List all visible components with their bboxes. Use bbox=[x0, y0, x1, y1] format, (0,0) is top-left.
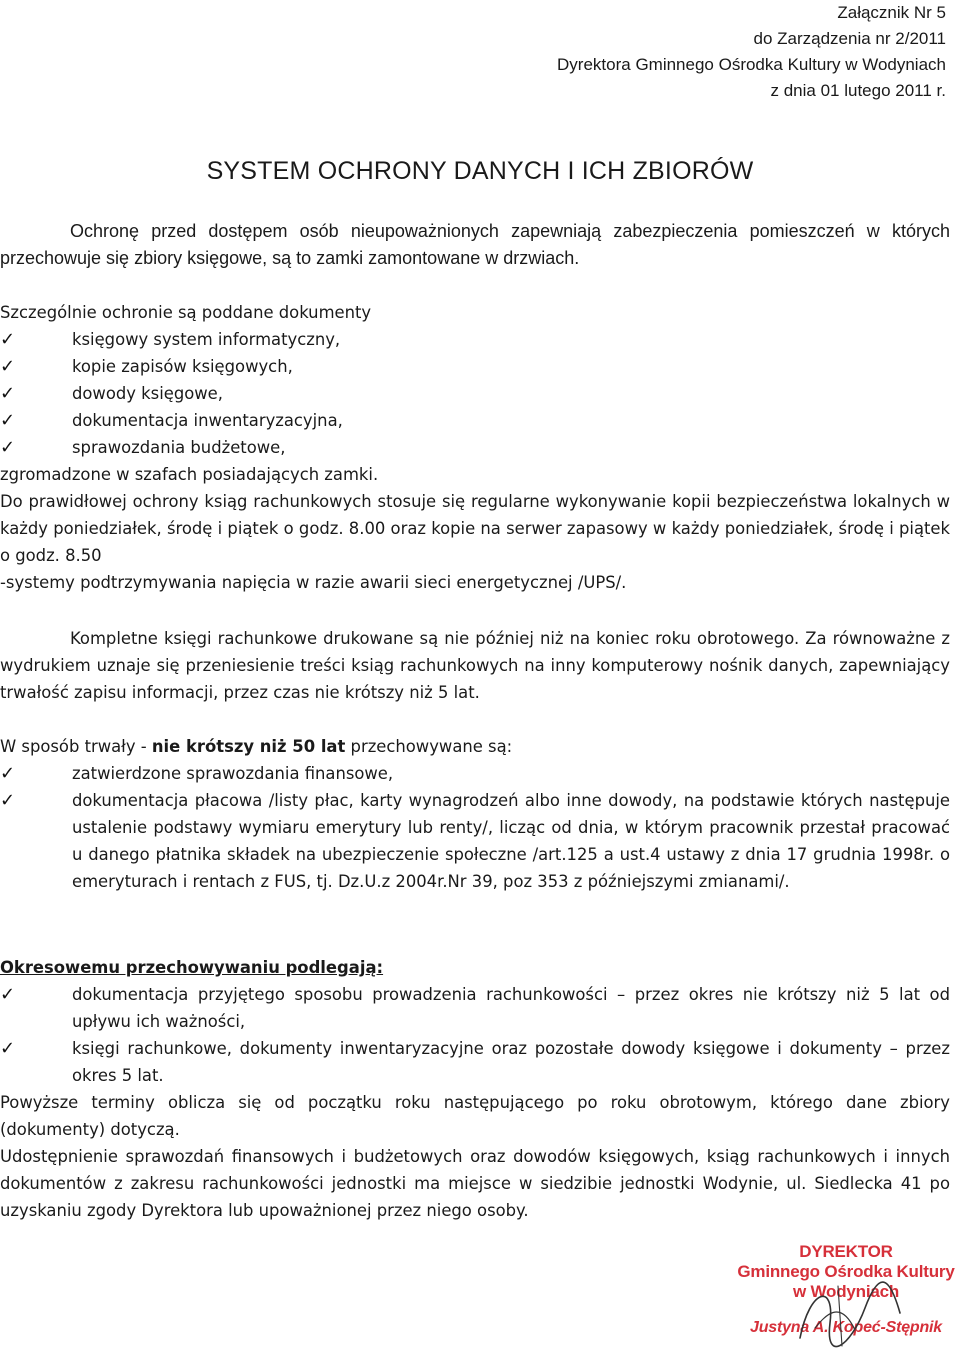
stamp-institution: Gminnego Ośrodka Kultury bbox=[737, 1262, 955, 1281]
checkmark-icon: ✓ bbox=[0, 410, 16, 431]
storage-note: zgromadzone w szafach posiadających zamki. bbox=[0, 465, 379, 484]
stamp-name: Justyna A. Kopeć-Stępnik bbox=[750, 1319, 942, 1336]
list-item bbox=[0, 326, 950, 353]
intro-paragraph: Ochronę przed dostępem osób nieupoważnionych zapewniają zabezpieczenia pomieszczeń w których przechowuje się zbiory księgowe, są to zamki zamontowane w drzwiach. bbox=[0, 221, 950, 268]
list-item-text: dokumentacja inwentaryzacyjna, bbox=[72, 411, 343, 430]
list-item-text: dowody księgowe, bbox=[72, 384, 223, 403]
checkmark-icon: ✓ bbox=[0, 984, 16, 1005]
list-item bbox=[0, 981, 950, 1035]
director-stamp bbox=[736, 1242, 956, 1352]
terms-paragraph: Powyższe terminy oblicza się od początku roku następującego po roku obrotowym, którego dane zbiory (dokumenty) dotyczą. bbox=[0, 1093, 950, 1139]
list-item-text: dokumentacja przyjętego sposobu prowadzenia rachunkowości – przez okres nie krótszy niż 5 lat od upływu ich ważności, bbox=[72, 985, 950, 1031]
checkmark-icon: ✓ bbox=[0, 790, 16, 811]
access-paragraph: Udostępnienie sprawozdań finansowych i budżetowych oraz dowodów księgowych, ksiąg rachunkowych i innych dokumentów z zakresu rachunkowości jednostki ma miejsce w siedzibie jednostki Wodynie, ul. Siedlecka 41 po uzyskaniu zgody Dyrektora lub upoważnionej przez niego osoby. bbox=[0, 1147, 950, 1220]
annex-date: z dnia 01 lutego 2011 r. bbox=[770, 81, 946, 100]
checkmark-icon: ✓ bbox=[0, 329, 16, 350]
permanent-storage-lead bbox=[0, 733, 950, 760]
periodic-storage-list bbox=[0, 981, 950, 1089]
checkmark-icon: ✓ bbox=[0, 437, 16, 458]
list-item bbox=[0, 380, 950, 407]
annex-number: Załącznik Nr 5 bbox=[837, 3, 946, 22]
annex-issuer: Dyrektora Gminnego Ośrodka Kultury w Wodyniach bbox=[557, 55, 946, 74]
periodic-storage-section bbox=[0, 954, 950, 1224]
permanent-storage-section bbox=[0, 733, 950, 895]
list-item bbox=[0, 434, 950, 461]
stamp-title: DYREKTOR bbox=[799, 1242, 893, 1261]
checkmark-icon: ✓ bbox=[0, 1038, 16, 1059]
protected-documents-heading: Szczególnie ochronie są poddane dokumenty bbox=[0, 303, 372, 322]
list-item bbox=[0, 407, 950, 434]
checkmark-icon: ✓ bbox=[0, 383, 16, 404]
list-item-text: księgowy system informatyczny, bbox=[72, 330, 341, 349]
list-item-text: dokumentacja płacowa /listy płac, karty wynagrodzeń albo inne dowody, na podstawie których następuje ustalenie podstawy wymiaru emerytury lub renty/, licząc od dnia, w którym pracownik przestał pracować u danego płatnika składek na ubezpieczenie społeczne /art.125 a ust.4 ustawy z dnia 17 grudnia 1998r. o emeryturach i rentach z FUS, tj. Dz.U.z 2004r.Nr 39, poz 353 z późniejszymi zmianami/. bbox=[72, 791, 950, 891]
protected-documents-section bbox=[0, 299, 950, 596]
periodic-storage-heading: Okresowemu przechowywaniu podlegają: bbox=[0, 958, 384, 977]
annex-decree: do Zarządzenia nr 2/2011 bbox=[753, 29, 946, 48]
list-item-text: księgi rachunkowe, dokumenty inwentaryzacyjne oraz pozostałe dowody księgowe i dokumenty – przez okres 5 lat. bbox=[72, 1039, 950, 1085]
list-item bbox=[0, 760, 950, 787]
annex-header bbox=[557, 0, 946, 104]
permanent-storage-list bbox=[0, 760, 950, 895]
document-title: SYSTEM OCHRONY DANYCH I ICH ZBIORÓW bbox=[206, 157, 754, 185]
lead-suffix: przechowywane są: bbox=[345, 737, 513, 756]
checkmark-icon: ✓ bbox=[0, 763, 16, 784]
checkmark-icon: ✓ bbox=[0, 356, 16, 377]
list-item bbox=[0, 787, 950, 895]
printing-paragraph: Kompletne księgi rachunkowe drukowane są nie później niż na koniec roku obrotowego. Za równoważne z wydrukiem uznaje się przeniesienie treści ksiąg rachunkowych na inny komputerowy nośnik danych, zapewniający trwałość zapisu informacji, przez czas nie krótszy niż 5 lat. bbox=[0, 629, 950, 702]
backup-paragraph: Do prawidłowej ochrony ksiąg rachunkowych stosuje się regularne wykonywanie kopii bezpieczeństwa lokalnych w każdy poniedziałek, środę i piątek o godz. 8.00 oraz kopie na serwer zapasowy w każdy poniedziałek, środę i piątek o godz. 8.50 bbox=[0, 492, 950, 565]
list-item bbox=[0, 353, 950, 380]
lead-prefix: W sposób trwały - bbox=[0, 737, 152, 756]
list-item bbox=[0, 1035, 950, 1089]
list-item-text: kopie zapisów księgowych, bbox=[72, 357, 293, 376]
ups-paragraph: -systemy podtrzymywania napięcia w razie awarii sieci energetycznej /UPS/. bbox=[0, 573, 627, 592]
lead-bold: nie krótszy niż 50 lat bbox=[151, 737, 346, 756]
stamp-location: w Wodyniach bbox=[792, 1282, 900, 1301]
list-item-text: sprawozdania budżetowe, bbox=[72, 438, 286, 457]
list-item-text: zatwierdzone sprawozdania finansowe, bbox=[72, 764, 394, 783]
protected-documents-list bbox=[0, 326, 950, 461]
